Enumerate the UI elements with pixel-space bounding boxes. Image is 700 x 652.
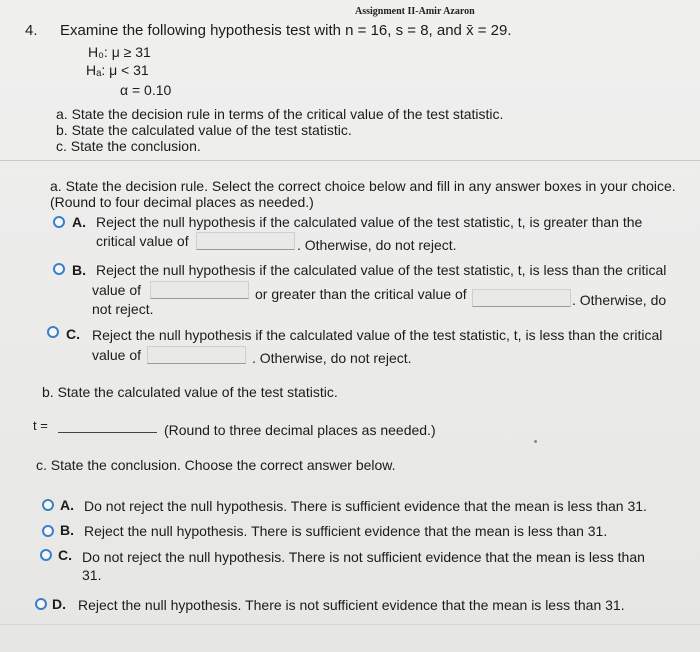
part-a-option-c-text: Reject the null hypothesis if the calculated value of the test statistic, t, is less than the critical [92, 327, 663, 343]
part-a-option-b-continuation: not reject. [92, 301, 154, 317]
part-c-option-c-radio[interactable] [40, 549, 52, 561]
screen-speck [534, 440, 537, 443]
part-a-option-c-radio[interactable] [47, 326, 59, 338]
part-c-option-d-letter: D. [52, 596, 66, 612]
part-a-option-c-suffix: . Otherwise, do not reject. [252, 350, 412, 366]
question-part-c: c. State the conclusion. [56, 138, 201, 154]
part-a-option-b-lower-critical-value-input[interactable] [150, 281, 249, 299]
alternative-hypothesis: Hₐ: μ < 31 [86, 62, 149, 78]
question-text: Examine the following hypothesis test with n = 16, s = 8, and x̄ = 29. [60, 22, 512, 39]
part-a-option-c-letter: C. [66, 326, 80, 342]
part-c-option-c-text: Do not reject the null hypothesis. There is not sufficient evidence that the mean is less than [82, 549, 645, 565]
part-a-option-b-upper-critical-value-input[interactable] [472, 289, 571, 307]
part-c-option-a-text: Do not reject the null hypothesis. There is sufficient evidence that the mean is less than 31. [84, 498, 647, 514]
part-a-option-b-text: Reject the null hypothesis if the calculated value of the test statistic, t, is less than the critical [96, 262, 667, 278]
part-c-option-b-radio[interactable] [42, 525, 54, 537]
part-a-option-a-radio[interactable] [53, 216, 65, 228]
part-c-option-d-text: Reject the null hypothesis. There is not sufficient evidence that the mean is less than 31. [78, 597, 625, 613]
alpha-level: α = 0.10 [120, 82, 172, 98]
part-a-option-c-prefix: value of [92, 347, 142, 363]
part-a-option-a-text: Reject the null hypothesis if the calculated value of the test statistic, t, is greater than the [96, 214, 643, 230]
part-c-option-c-continuation: 31. [82, 567, 102, 583]
part-c-option-c-letter: C. [58, 547, 72, 563]
part-c-option-d-radio[interactable] [35, 598, 47, 610]
question-part-b: b. State the calculated value of the test statistic. [56, 122, 352, 138]
section-divider [0, 160, 700, 161]
part-b-prompt: b. State the calculated value of the test statistic. [42, 384, 338, 400]
bottom-divider [0, 624, 700, 625]
part-a-option-b-radio[interactable] [53, 263, 65, 275]
part-c-option-b-letter: B. [60, 522, 74, 538]
t-label: t = [33, 418, 48, 433]
part-a-option-a-letter: A. [72, 214, 86, 230]
part-a-option-a-prefix: critical value of [96, 233, 189, 249]
part-c-option-a-letter: A. [60, 497, 74, 513]
question-number: 4. [25, 22, 38, 39]
part-a-rounding-note: (Round to four decimal places as needed.) [50, 194, 314, 210]
t-value-input[interactable] [58, 432, 157, 433]
part-a-option-a-critical-value-input[interactable] [196, 232, 295, 250]
part-a-option-b-prefix: value of [92, 282, 142, 298]
part-a-option-b-middle-text: or greater than the critical value of [255, 286, 467, 302]
part-a-prompt: a. State the decision rule. Select the correct choice below and fill in any answer boxes in your choice. [50, 178, 676, 194]
null-hypothesis: H₀: μ ≥ 31 [88, 44, 151, 60]
part-a-option-b-suffix: . Otherwise, do [572, 292, 667, 308]
assignment-title: Assignment II-Amir Azaron [355, 6, 475, 17]
part-c-option-b-text: Reject the null hypothesis. There is sufficient evidence that the mean is less than 31. [84, 523, 608, 539]
part-a-option-b-letter: B. [72, 262, 86, 278]
part-b-rounding-note: (Round to three decimal places as needed.) [164, 422, 436, 438]
question-part-a: a. State the decision rule in terms of the critical value of the test statistic. [56, 106, 504, 122]
part-a-option-a-suffix: . Otherwise, do not reject. [297, 237, 457, 253]
part-a-option-c-critical-value-input[interactable] [147, 346, 246, 364]
part-c-option-a-radio[interactable] [42, 499, 54, 511]
part-c-prompt: c. State the conclusion. Choose the correct answer below. [36, 457, 396, 473]
